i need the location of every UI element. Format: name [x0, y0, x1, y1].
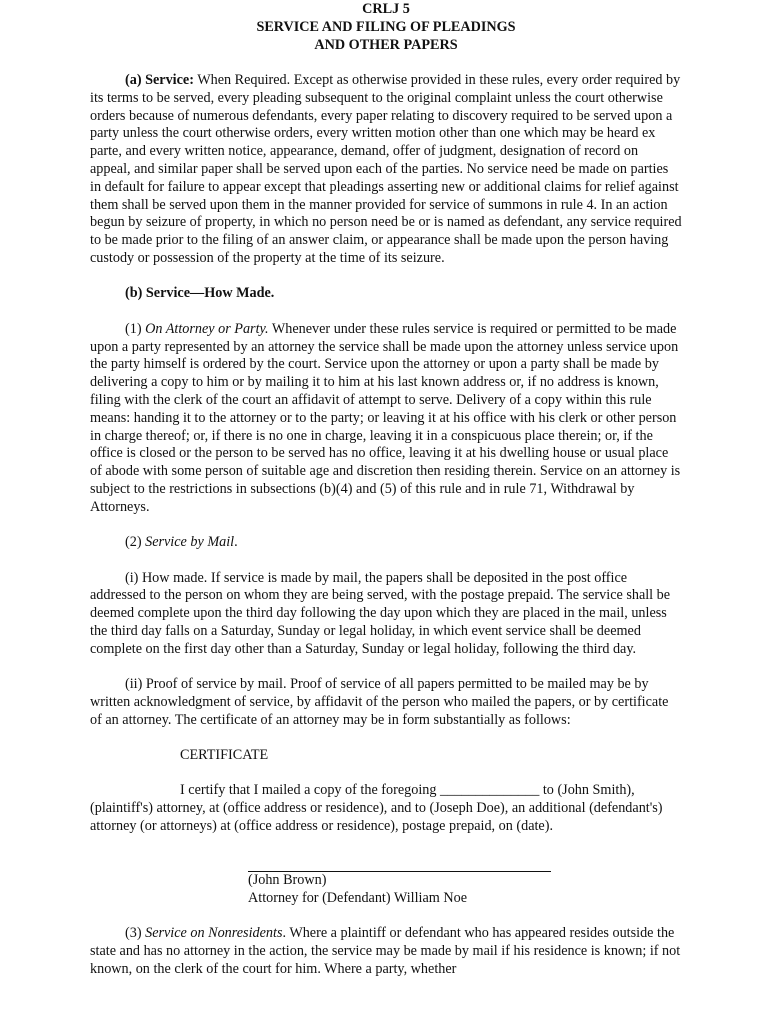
section-b-heading: (b) Service—How Made. — [125, 285, 275, 302]
subsection-2-heading — [90, 534, 682, 552]
subsection-1-title: On Attorney or Party. — [145, 320, 269, 337]
rule-title-line-2: AND OTHER PAPERS — [314, 37, 458, 53]
subsection-2-ii-paragraph: (ii) Proof of service by mail. Proof of service of all papers permitted to be mailed may be by written acknowledgment of service, by affidavit of the person who mailed the papers, or by certificate of an attorney. The certificate of an attorney may be in form substantially as follows: — [90, 676, 669, 728]
subsection-2-i-paragraph: (i) How made. If service is made by mail, the papers shall be deposited in the post office addressed to the person on whom they are being served, with the postage prepaid. The service shall be deemed complete upon the third day following the day upon which they are placed in the mail, unless the third day falls on a Saturday, Sunday or legal holiday, in which event service shall be deemed complete on the first day other than a Saturday, Sunday or legal holiday, following the third day. — [90, 569, 671, 657]
section-a-text: When Required. Except as otherwise provided in these rules, every order required by its terms to be served, every pleading subsequent to the original complaint unless the court otherwise orders because of numerous defendants, every paper relating to discovery required to be served upon a party unless the court otherwise orders, every written motion other than one which may be heard ex parte, and every written notice, appearance, demand, offer of judgment, designation of record on appeal, and similar paper shall be served upon each of the parties. No service need be made on parties in default for failure to appear except that pleadings asserting new or additional claims for relief against them shall be served upon them in the manner provided for service of summons in rule 4. In an action begun by seizure of property, in which no person need be or is named as defendant, any service required to be made prior to the filing of an answer claim, or appearance shall be made upon the person having custody or possession of the property at the time of its seizure. — [90, 72, 682, 266]
rule-number: CRLJ 5 — [362, 1, 410, 17]
subsection-3-paragraph — [90, 925, 682, 978]
document-page — [90, 0, 682, 978]
subsection-1-text: Whenever under these rules service is required or permitted to be made upon a party represented by an attorney the service shall be made upon the attorney unless service upon the party himself is ordered by the court. Service upon the attorney or upon a party shall be made by delivering a copy to him or by mailing it to him at his last known address or, if no address is known, filing with the clerk of the court an affidavit of attempt to serve. Delivery of a copy within this rule means: handing it to the attorney or to the party; or leaving it at his office with his clerk or other person in charge thereof; or, if there is no one in charge, leaving it in a conspicuous place therein; or, if the office is closed or the person to be served has no office, leaving it at his dwelling house or usual place of abode with some person of suitable age and discretion then residing therein. Service on an attorney is subject to the restrictions in subsections (b)(4) and (5) of this rule and in rule 71, Withdrawal by Attorneys. — [90, 320, 681, 515]
rule-title-line-1: SERVICE AND FILING OF PLEADINGS — [256, 19, 516, 35]
certificate-title: CERTIFICATE — [180, 747, 269, 764]
document-header — [90, 0, 682, 54]
subsection-2-title: Service by Mail — [145, 534, 235, 551]
certificate-body: I certify that I mailed a copy of the foregoing ______________ to (John Smith), (plaintiff's) attorney, at (office address or residence), and to (Joseph Doe), an additional (defendant's) attorney (or attorneys) at (office address or residence), postage prepaid, on (date). — [90, 782, 663, 835]
subsection-3-title: Service on Nonresidents — [145, 925, 283, 942]
subsection-1-paragraph — [90, 321, 682, 517]
subsection-2-period: . — [234, 534, 238, 551]
subsection-3-number: (3) — [125, 925, 146, 942]
subsection-1-number: (1) — [125, 320, 146, 337]
certificate-signer: (John Brown) — [248, 871, 327, 888]
subsection-2-number: (2) — [125, 534, 146, 551]
subsection-3-text: . Where a plaintiff or defendant who has appeared resides outside the state and has no attorney in the action, the service may be made by mail if his residence is known; if not known, on the clerk of the court for him. Where a party, whether — [90, 925, 681, 977]
certificate-signer-role: Attorney for (Defendant) William Noe — [248, 889, 467, 906]
section-a-paragraph — [90, 72, 682, 268]
section-a-heading: (a) Service: — [125, 72, 194, 88]
